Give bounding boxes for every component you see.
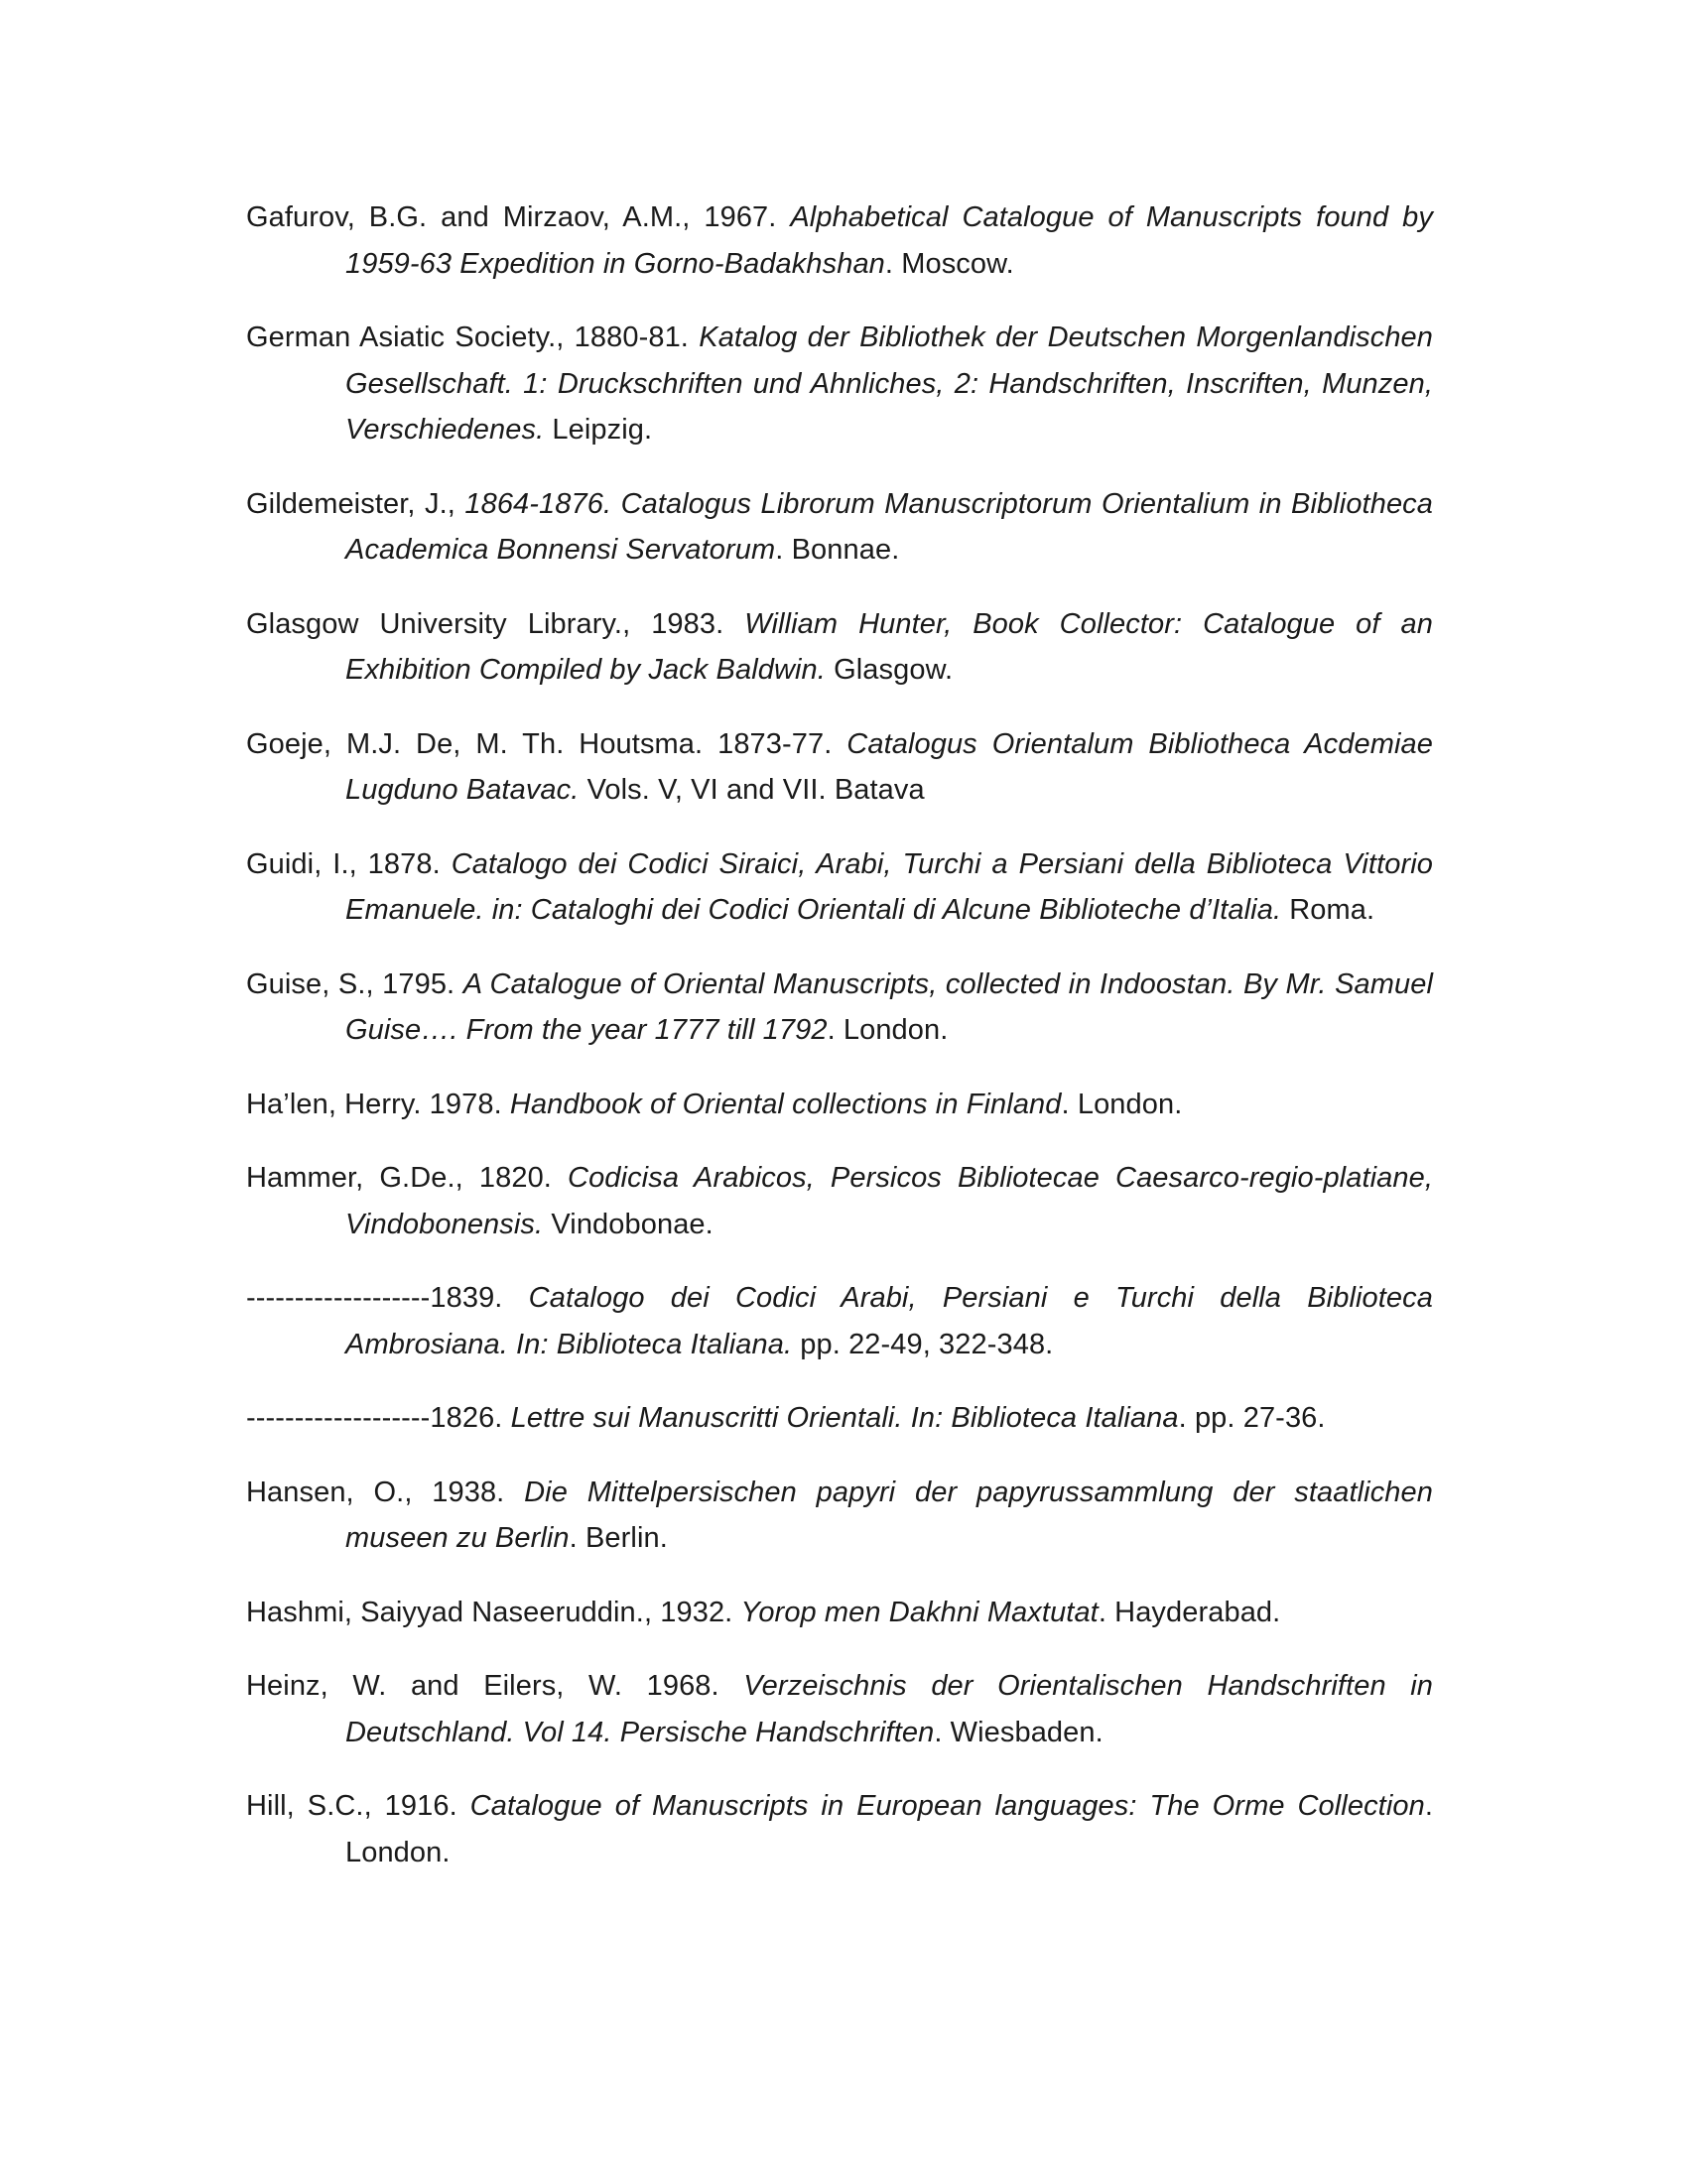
bibliography-entry — [246, 721, 1433, 814]
entry-author: Hansen, O., 1938. — [246, 1476, 525, 1508]
entry-publisher: . London. — [827, 1014, 949, 1046]
bibliography-list — [246, 194, 1433, 1903]
entry-title: Lettre sui Manuscritti Orientali. In: Biblioteca Italiana — [510, 1402, 1179, 1434]
entry-publisher: . pp. 27-36. — [1178, 1402, 1326, 1434]
entry-publisher: Vindobonae. — [543, 1208, 714, 1240]
bibliography-entry — [246, 1783, 1433, 1875]
entry-publisher: Roma. — [1281, 894, 1375, 926]
entry-publisher: Vols. V, VI and VII. Batava — [579, 774, 925, 806]
entry-author: -------------------1839. — [246, 1282, 529, 1314]
entry-publisher: Leipzig. — [544, 414, 653, 446]
entry-title: Verzeischnis der Orientalischen Handschriften in Deutschland. Vol 14. Persische Handschriften — [345, 1670, 1433, 1748]
entry-title: Codicisa Arabicos, Persicos Bibliotecae Caesarco-regio-platiane, Vindobonensis. — [345, 1162, 1433, 1240]
entry-publisher: . Berlin. — [569, 1522, 668, 1554]
entry-title: Yorop men Dakhni Maxtutat — [740, 1596, 1099, 1628]
entry-author: Guise, S., 1795. — [246, 967, 463, 1000]
entry-author: Hammer, G.De., 1820. — [246, 1162, 569, 1194]
entry-author: Guidi, I., 1878. — [246, 847, 452, 880]
bibliography-entry — [246, 315, 1433, 453]
entry-author: Hill, S.C., 1916. — [246, 1790, 470, 1822]
bibliography-entry — [246, 1275, 1433, 1367]
entry-author: Goeje, M.J. De, M. Th. Houtsma. 1873-77. — [246, 727, 847, 760]
entry-author: Heinz, W. and Eilers, W. 1968. — [246, 1670, 744, 1702]
bibliography-entry — [246, 962, 1433, 1054]
entry-author: Hashmi, Saiyyad Naseeruddin., 1932. — [246, 1596, 741, 1628]
entry-publisher: . Moscow. — [884, 247, 1014, 280]
entry-publisher: . London. — [1061, 1088, 1183, 1120]
bibliography-entry — [246, 1155, 1433, 1247]
entry-publisher: pp. 22-49, 322-348. — [792, 1328, 1054, 1360]
entry-title: Catalogo dei Codici Arabi, Persiani e Turchi della Biblioteca Ambrosiana. In: Biblioteca Italiana. — [345, 1282, 1433, 1360]
entry-title: Handbook of Oriental collections in Finland — [509, 1088, 1062, 1120]
bibliography-entry — [246, 841, 1433, 934]
entry-title: A Catalogue of Oriental Manuscripts, collected in Indoostan. By Mr. Samuel Guise…. From the year 1777 till 1792 — [345, 967, 1433, 1046]
bibliography-entry — [246, 481, 1433, 574]
bibliography-entry — [246, 194, 1433, 287]
entry-author: Gafurov, B.G. and Mirzaov, A.M., 1967. — [246, 201, 791, 233]
entry-title: Catalogo dei Codici Siraici, Arabi, Turchi a Persiani della Biblioteca Vittorio Emanuele. in: Cataloghi dei Codici Orientali di Alcune Biblioteche d’Italia. — [345, 847, 1433, 926]
bibliography-entry — [246, 1590, 1433, 1636]
entry-publisher: . Wiesbaden. — [934, 1716, 1104, 1748]
bibliography-entry — [246, 1470, 1433, 1562]
entry-author: Gildemeister, J., — [246, 487, 465, 520]
entry-publisher: . London. — [345, 1790, 1433, 1868]
entry-publisher: Glasgow. — [825, 654, 954, 686]
entry-title: 1864-1876. Catalogus Librorum Manuscriptorum Orientalium in Bibliotheca Academica Bonnensi Servatorum — [345, 487, 1434, 566]
entry-title: William Hunter, Book Collector: Catalogue of an Exhibition Compiled by Jack Baldwin. — [345, 607, 1433, 686]
entry-title: Katalog der Bibliothek der Deutschen Morgenlandischen Gesellschaft. 1: Druckschriften und Ahnliches, 2: Handschriften, Inscriften, Munzen, Verschiedenes. — [345, 321, 1434, 446]
entry-author: German Asiatic Society., 1880-81. — [246, 321, 700, 353]
bibliography-entry — [246, 1395, 1433, 1442]
bibliography-entry — [246, 1082, 1433, 1128]
entry-title: Alphabetical Catalogue of Manuscripts found by 1959-63 Expedition in Gorno-Badakhshan — [345, 201, 1433, 280]
bibliography-entry — [246, 601, 1433, 694]
entry-author: Glasgow University Library., 1983. — [246, 607, 745, 640]
entry-title: Catalogus Orientalum Bibliotheca Acdemiae Lugduno Batavac. — [345, 727, 1433, 806]
entry-author: Ha’len, Herry. 1978. — [246, 1088, 510, 1120]
entry-publisher: . Bonnae. — [775, 534, 900, 566]
entry-author: -------------------1826. — [246, 1402, 511, 1434]
entry-title: Catalogue of Manuscripts in European languages: The Orme Collection — [469, 1790, 1425, 1822]
entry-title: Die Mittelpersischen papyri der papyrussammlung der staatlichen museen zu Berlin — [345, 1476, 1433, 1554]
bibliography-entry — [246, 1663, 1433, 1755]
entry-publisher: . Hayderabad. — [1098, 1596, 1281, 1628]
